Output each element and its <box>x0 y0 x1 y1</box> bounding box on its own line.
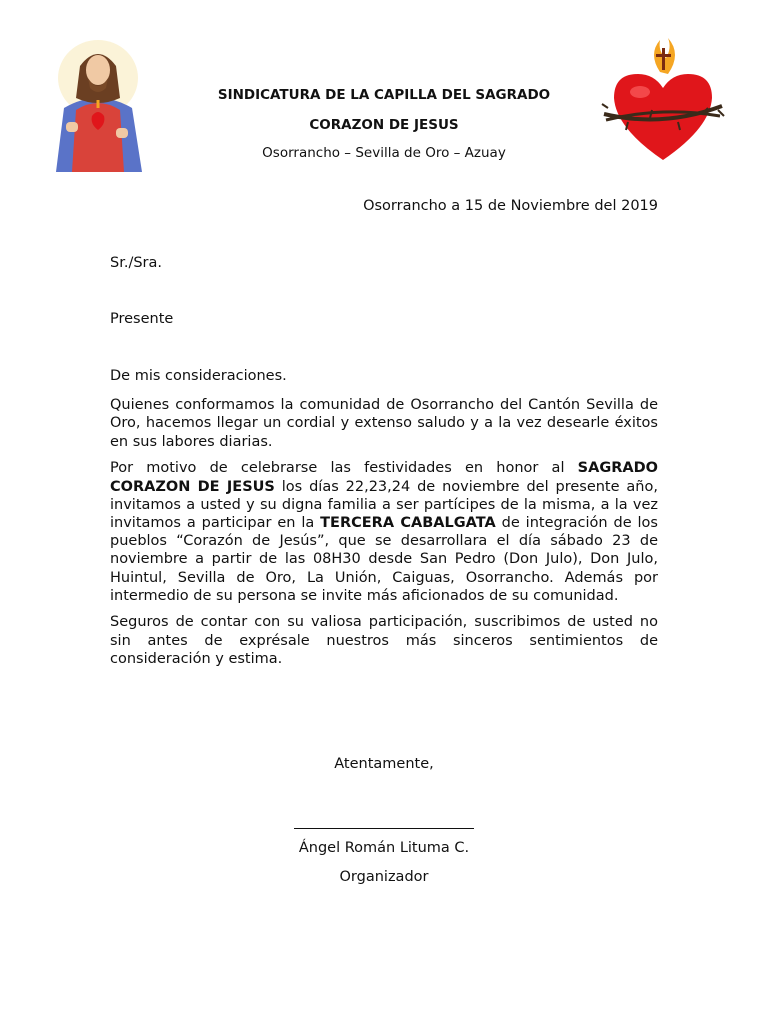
invitation-text-1: Por motivo de celebrarse las festividades en honor al <box>110 460 578 477</box>
invitation-text-3: de integración de los pueblos “Corazón de Jesús”, que se desarrollara el día sábado 23 de noviembre a partir de las 08H30 desde San Pedro (Don Julo), Don Julo, Huintul, Sevilla de Oro, La Unión, Caiguas, Osorrancho. Además por intermedio de su persona se invite más aficionados de su comunidad. <box>110 514 658 604</box>
signature-line <box>294 828 474 829</box>
closing-paragraph: Seguros de contar con su valiosa participación, suscribimos de usted no sin antes de exprésale nuestros más sinceros sentimientos de consideración y estima. <box>110 614 658 667</box>
invitation-highlight-1: SAGRADO CORAZON DE JESUS <box>110 460 658 495</box>
invitation-highlight-2: TERCERA CABALGATA <box>320 514 496 531</box>
header-title-line1: SINDICATURA DE LA CAPILLA DEL SAGRADO <box>217 87 551 103</box>
header-title-line2: CORAZON DE JESUS <box>309 117 459 133</box>
presente-line: Presente <box>110 311 174 327</box>
sacred-heart-icon <box>598 36 728 164</box>
invitation-paragraph <box>110 459 658 605</box>
intro-paragraph: Quienes conformamos la comunidad de Osorrancho del Cantón Sevilla de Oro, hacemos llegar un cordial y extenso saludo y a la vez desearle éxitos en sus labores diarias. <box>110 397 658 450</box>
letter-body <box>110 367 658 677</box>
invitation-text-2: los días 22,23,24 de noviembre del presente año, invitamos a usted y su digna familia a ser partícipes de la misma, a la vez invitamos a participar en la <box>110 478 658 531</box>
header-location: Osorrancho – Sevilla de Oro – Azuay <box>262 145 506 161</box>
letter-date: Osorrancho a 15 de Noviembre del 2019 <box>363 198 658 214</box>
signer-role: Organizador <box>339 869 429 885</box>
closing-salutation: Atentamente, <box>334 756 434 772</box>
sacred-heart-of-jesus-image <box>50 38 146 172</box>
salutation: Sr./Sra. <box>110 255 162 271</box>
greeting-paragraph: De mis consideraciones. <box>110 368 287 384</box>
signer-name: Ángel Román Lituma C. <box>298 840 470 856</box>
